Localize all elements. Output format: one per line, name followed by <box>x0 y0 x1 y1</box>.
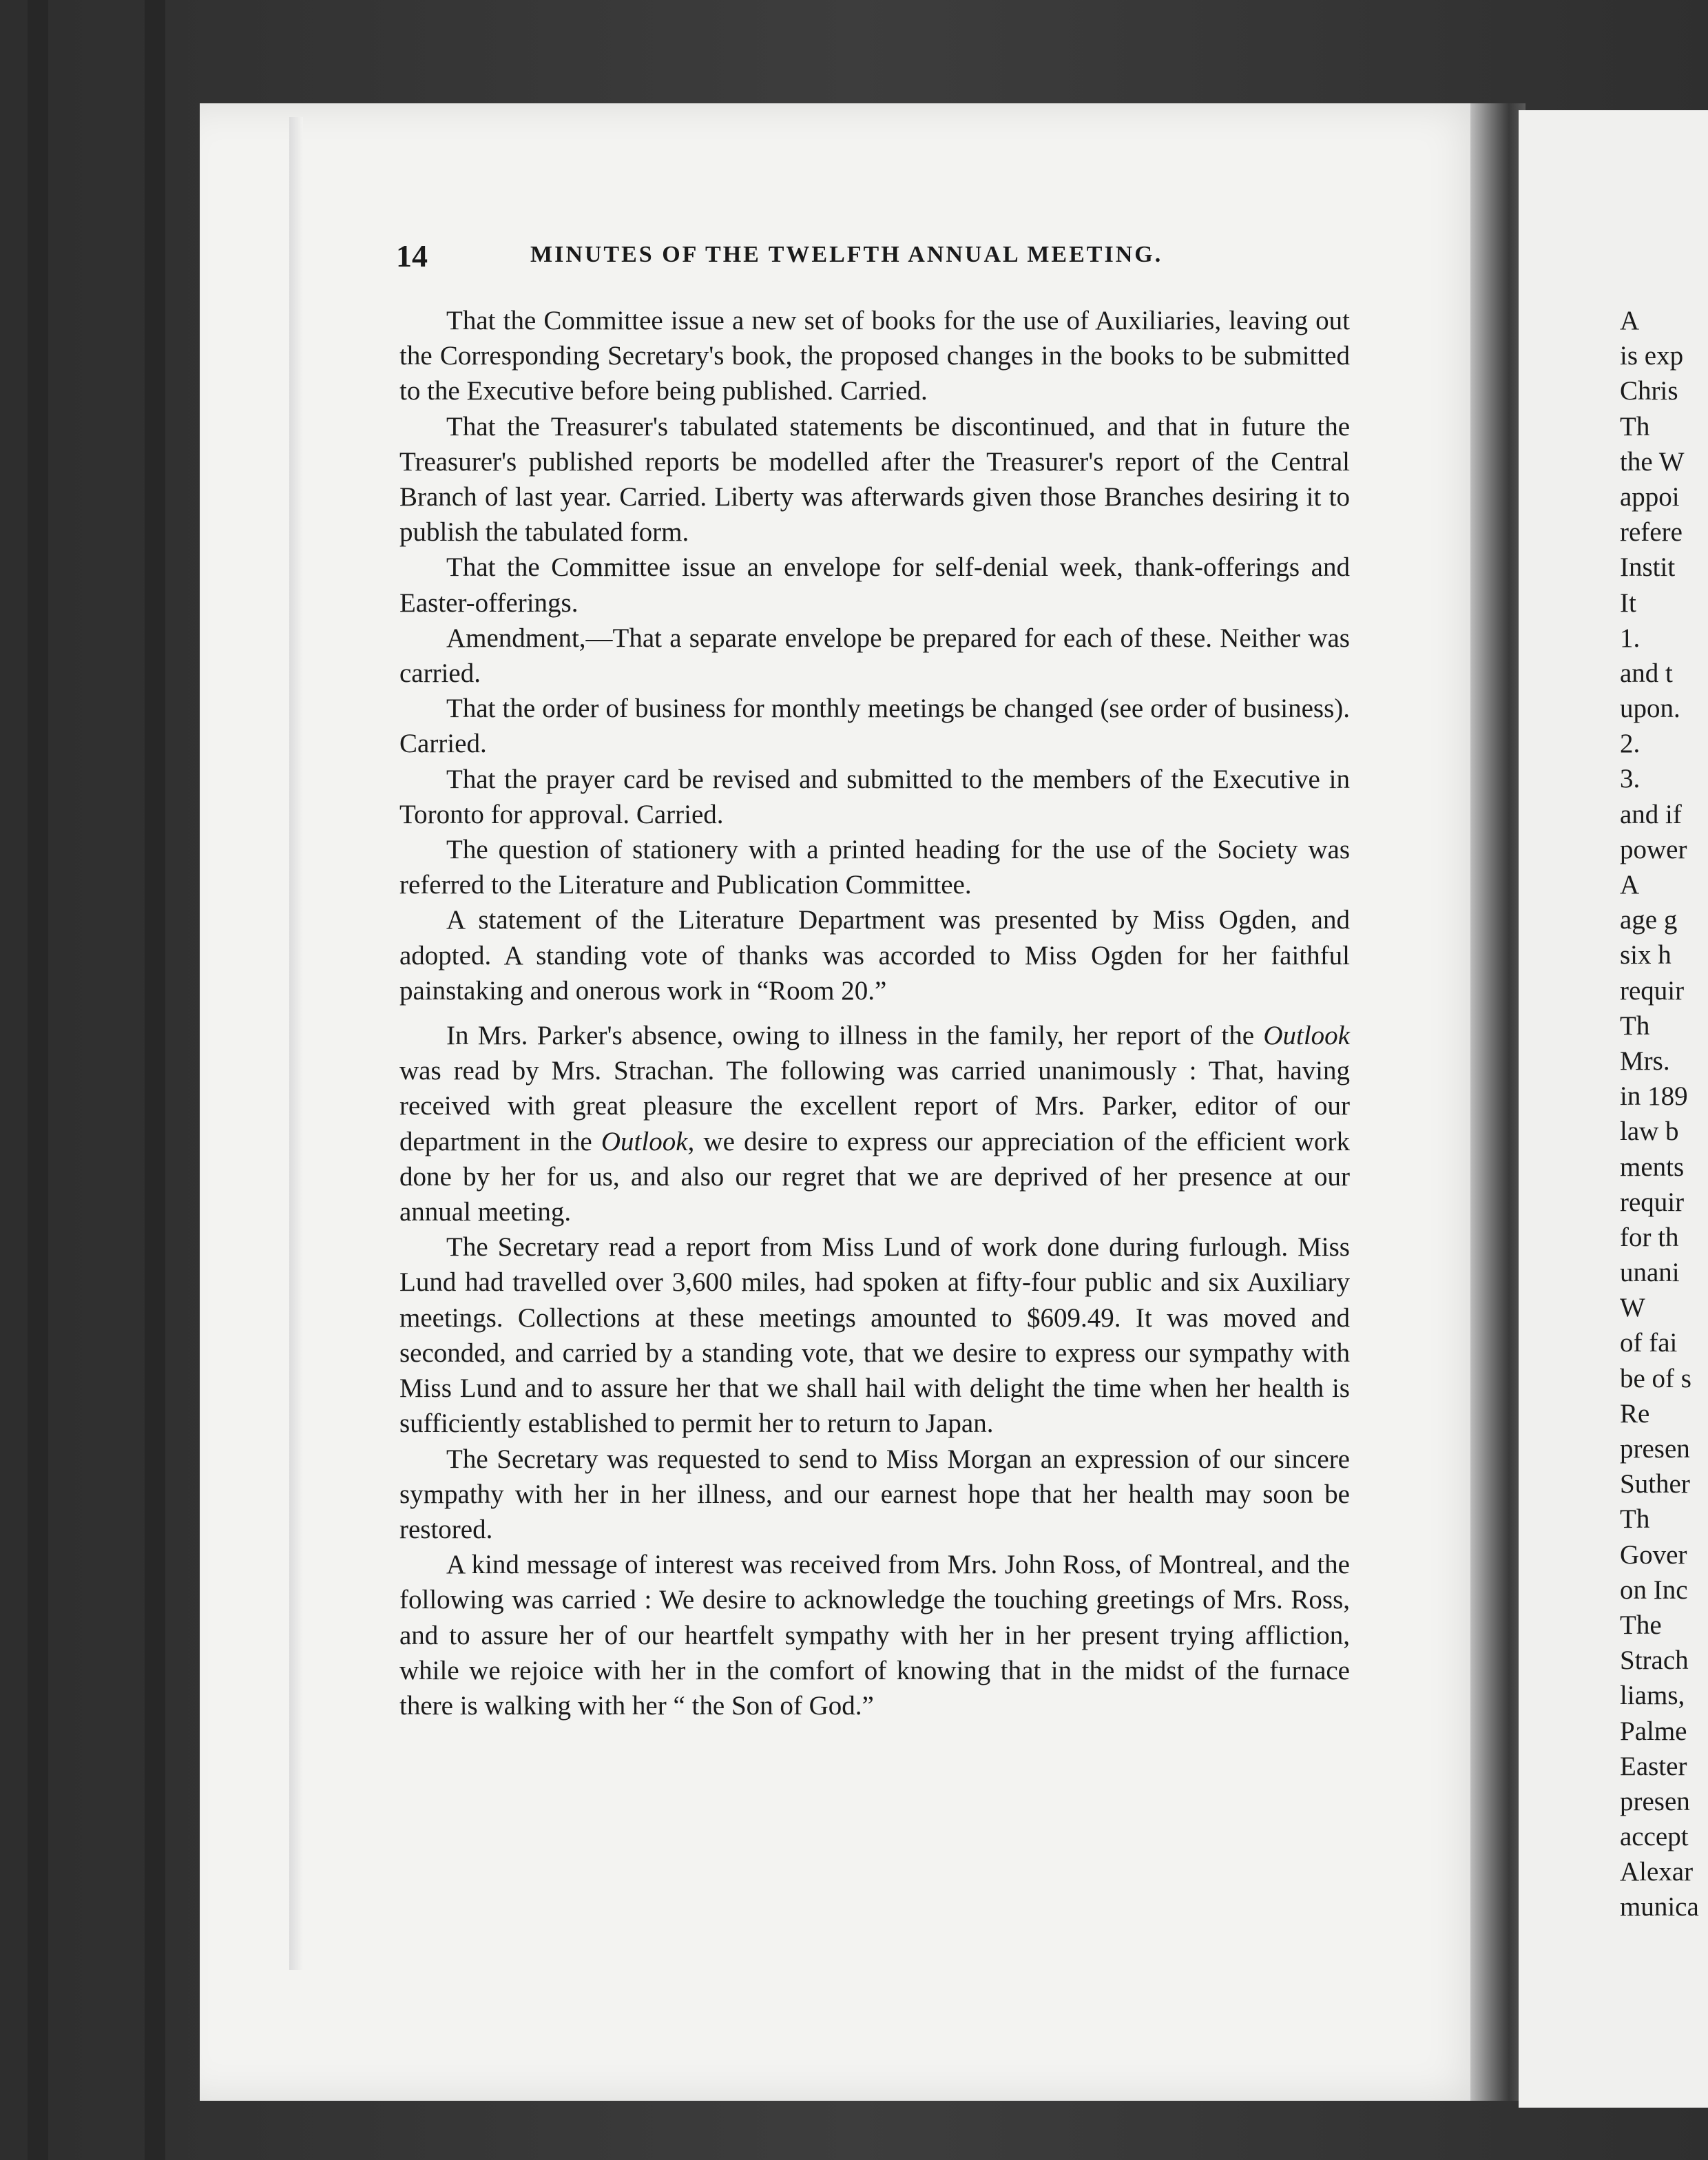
right-page-line: and t <box>1620 658 1673 688</box>
right-page-line: Mrs. <box>1620 1046 1670 1076</box>
text-run: we desire to express our appreciation of the efficient work done by her for us, and also our regret that we are deprived of her presence at our annual meeting. <box>399 1126 1350 1227</box>
right-page-line: munica <box>1620 1892 1699 1922</box>
right-page-line: Gover <box>1620 1539 1687 1570</box>
paragraph: That the Committee issue an envelope for self-denial week, thank-offerings and Easter-offerings. <box>399 552 1350 618</box>
body-text <box>399 303 1350 1723</box>
right-page-line: on Inc <box>1620 1575 1688 1605</box>
right-page-line: It <box>1620 588 1636 618</box>
right-page-line: age g <box>1620 905 1678 935</box>
right-page-line: Palme <box>1620 1716 1687 1746</box>
paragraph <box>399 1018 1350 1229</box>
right-page-line: in 189 <box>1620 1081 1688 1112</box>
text-run: was read by Mrs. Strachan. The following was carried unanimously : That, having received with great pleasure the excellent report of Mrs. Parker, editor of our department in the <box>399 1056 1350 1156</box>
paragraph: The Secretary was requested to send to Miss Morgan an expression of our sincere sympathy with her in her illness, and our earnest hope that her health may soon be restored. <box>399 1444 1350 1544</box>
right-page-line: unani <box>1620 1258 1680 1288</box>
right-page-line: requir <box>1620 975 1685 1006</box>
right-page-line: law b <box>1620 1117 1679 1147</box>
right-page-line: of fai <box>1620 1328 1678 1358</box>
right-page-line: be of s <box>1620 1363 1691 1393</box>
right-page-line: 3. <box>1620 764 1641 794</box>
paragraph: The Secretary read a report from Miss Lund of work done during furlough. Miss Lund had travelled over 3,600 miles, had spoken at fifty-four public and six Auxiliary meetings. Collections at these meetings amounted to $609.49. It was moved and seconded, and carried by a standing vote, that we desire to express our sympathy with Miss Lund and to assure her that we shall hail with delight the time when her health is sufficiently established to permit her to return to Japan. <box>399 1232 1350 1439</box>
right-page-line: Th <box>1620 1010 1650 1041</box>
right-page-line: Easter <box>1620 1751 1687 1781</box>
film-stripe <box>28 0 48 2160</box>
right-page-line: Th <box>1620 411 1650 442</box>
right-page-line: liams, <box>1620 1681 1685 1711</box>
right-page-line: Suther <box>1620 1469 1690 1499</box>
right-page-line: A <box>1620 306 1640 335</box>
paragraph: That the Committee issue a new set of books for the use of Auxiliaries, leaving out the Corresponding Secretary's book, the proposed changes in the books to be submitted to the Executive before being published. Carried. <box>399 306 1350 406</box>
right-page-line: A <box>1620 870 1640 900</box>
right-page-line: is exp <box>1620 341 1684 371</box>
right-page-line: 2. <box>1620 729 1641 759</box>
right-page-line: Instit <box>1620 552 1676 583</box>
right-page-line: the W <box>1620 446 1685 477</box>
right-page-line: power <box>1620 834 1687 864</box>
page-header-title: MINUTES OF THE TWELFTH ANNUAL MEETING. <box>530 242 1163 267</box>
paragraph: A statement of the Literature Department was presented by Miss Ogden, and adopted. A standing vote of thanks was accorded to Miss Ogden for her faithful painstaking and onerous work in “Room 20.” <box>399 905 1350 1006</box>
paragraph: A kind message of interest was received from Mrs. John Ross, of Montreal, and the following was carried : We desire to acknowledge the touching greetings of Mrs. Ross, and to assure her of our heartfelt sympathy with her in her present trying affliction, while we rejoice with her in the comfort of knowing that in the midst of the furnace there is walking with her “ the Son of God.” <box>399 1550 1350 1721</box>
right-page-line: for th <box>1620 1222 1679 1252</box>
paragraph: The question of stationery with a printed heading for the use of the Society was referred to the Literature and Publication Committee. <box>399 835 1350 900</box>
right-page-line: Th <box>1620 1504 1650 1535</box>
right-page-line: accept <box>1620 1822 1689 1852</box>
right-page-line: appoi <box>1620 481 1680 512</box>
paragraph: Amendment,—That a separate envelope be prepared for each of these. Neither was carried. <box>399 623 1350 689</box>
right-page-line: upon. <box>1620 694 1680 724</box>
publication-title: Outlook, <box>601 1126 695 1156</box>
film-stripe <box>145 0 165 2160</box>
page-number: 14 <box>396 238 428 273</box>
publication-title: Outlook <box>1263 1021 1350 1051</box>
right-page-line: and if <box>1620 799 1682 829</box>
right-page-line: presen <box>1620 1434 1690 1464</box>
running-head <box>396 238 1353 279</box>
right-page-line: requir <box>1620 1187 1685 1217</box>
right-page-line: ments <box>1620 1152 1685 1182</box>
text-run: In Mrs. Parker's absence, owing to illness in the family, her report of the <box>446 1021 1264 1051</box>
right-page-text-fragments <box>1620 303 1708 1925</box>
right-page-line: refere <box>1620 517 1683 548</box>
right-page-line: presen <box>1620 1786 1690 1816</box>
right-page-line: The <box>1620 1610 1662 1640</box>
book-gutter <box>1470 103 1525 2101</box>
right-page-line: Re <box>1620 1398 1650 1429</box>
paragraph: That the Treasurer's tabulated statements be discontinued, and that in future the Treasurer's published reports be modelled after the Treasurer's report of the Central Branch of last year. Carried. Liberty was afterwards given those Branches desiring it to publish the tabulated form. <box>399 411 1350 548</box>
right-page-line: 1. <box>1620 623 1641 653</box>
paragraph: That the prayer card be revised and submitted to the members of the Executive in Toronto for approval. Carried. <box>399 764 1350 829</box>
right-page-line: Strach <box>1620 1645 1689 1676</box>
right-page-line: six h <box>1620 940 1671 970</box>
right-page-line: W <box>1620 1293 1645 1323</box>
right-page-line: Alexar <box>1620 1857 1694 1887</box>
page-edge-shadow <box>289 117 303 1970</box>
paragraph: That the order of business for monthly meetings be changed (see order of business). Carried. <box>399 694 1350 759</box>
right-page-line: Chris <box>1620 376 1678 406</box>
